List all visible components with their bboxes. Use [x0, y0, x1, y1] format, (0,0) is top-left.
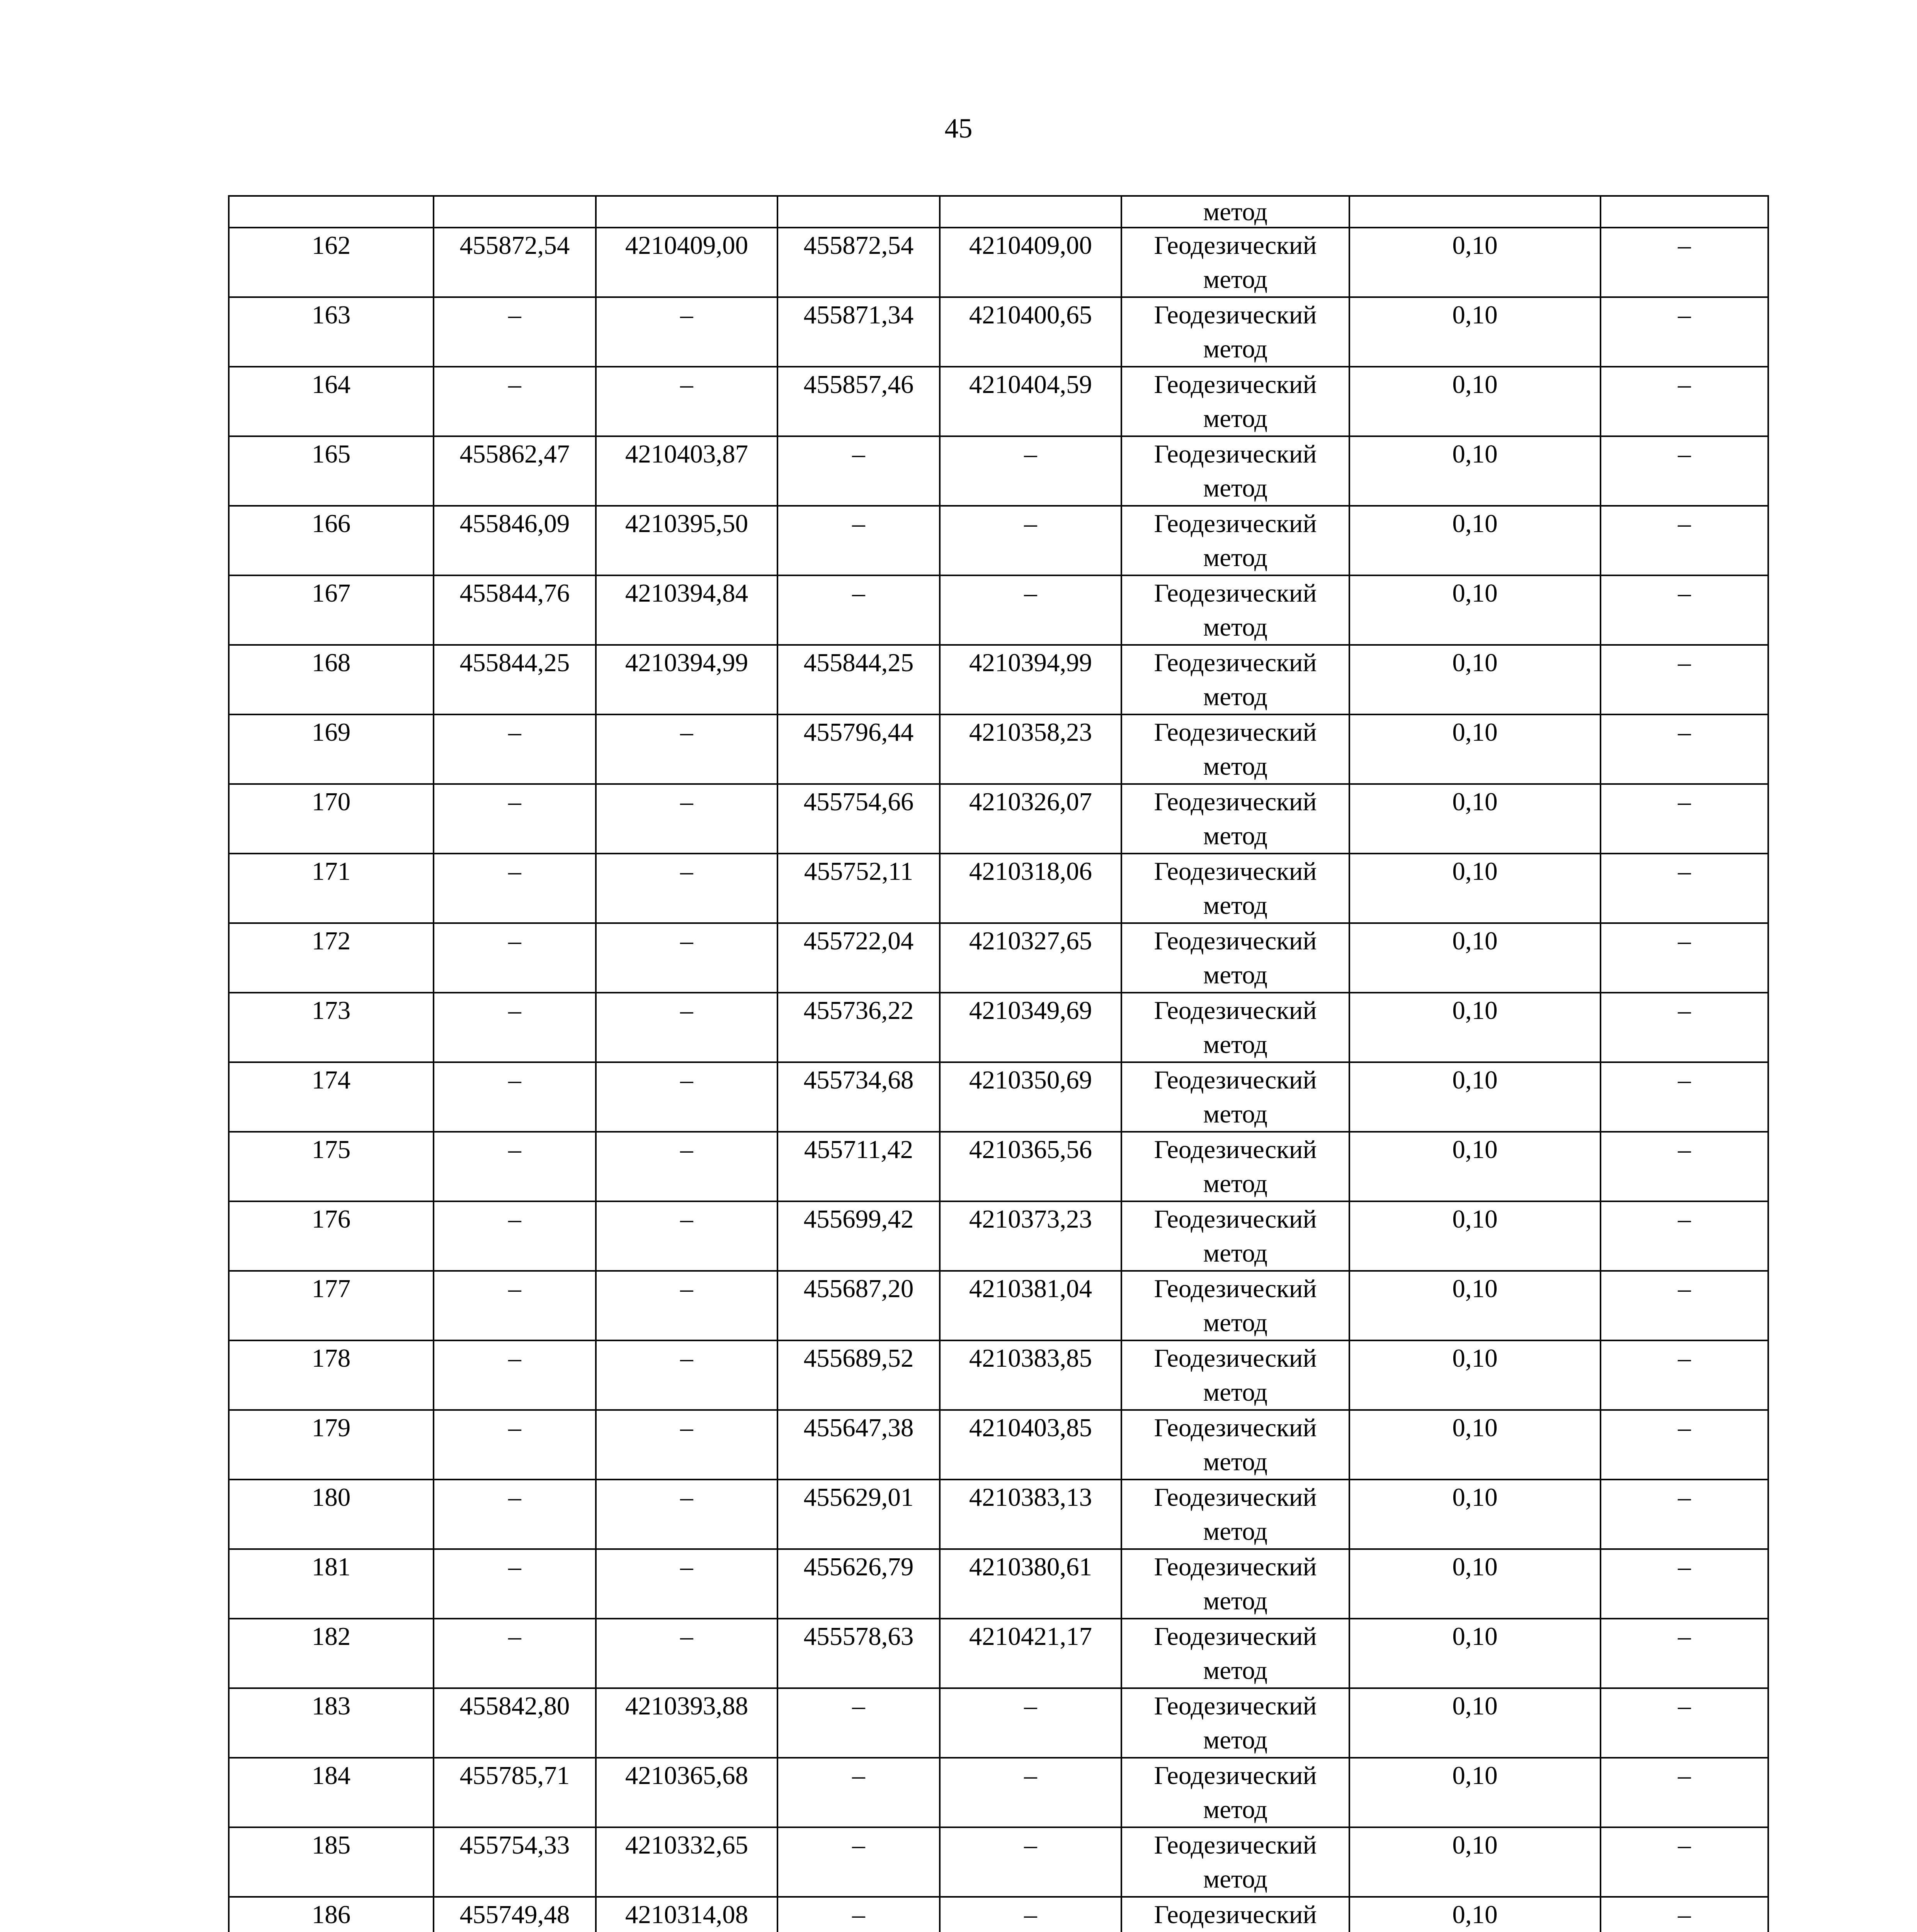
point-number: 171	[229, 854, 434, 923]
point-number: 180	[229, 1480, 434, 1549]
method-cell	[1121, 1480, 1349, 1549]
accuracy-value: 0,10	[1349, 1062, 1601, 1132]
method-label-cont: метод	[1203, 1795, 1268, 1824]
coord-y-existing: 4210394,84	[596, 575, 777, 645]
coord-x-refined: –	[777, 1758, 940, 1827]
table-row	[229, 196, 1768, 228]
method-label: Геодезический	[1154, 509, 1317, 538]
note-value: –	[1601, 1549, 1768, 1619]
coord-y-refined: 4210327,65	[940, 923, 1121, 993]
coord-x-existing: –	[434, 1410, 596, 1480]
table-row	[229, 575, 1768, 645]
method-label-cont: метод	[1203, 474, 1268, 502]
method-label-cont: метод	[1203, 1030, 1268, 1059]
method-label: Геодезический	[1154, 1622, 1317, 1651]
coord-y-existing: 4210314,08	[596, 1897, 777, 1932]
table-row	[229, 784, 1768, 854]
coord-x-existing: –	[434, 367, 596, 436]
coord-x-existing: 455872,54	[434, 228, 596, 297]
note-value: –	[1601, 367, 1768, 436]
coord-y-existing: –	[596, 854, 777, 923]
table-row	[229, 854, 1768, 923]
coord-x-refined: 455752,11	[777, 854, 940, 923]
table-row	[229, 1688, 1768, 1758]
coord-x-refined: 455711,42	[777, 1132, 940, 1201]
coord-y-existing: –	[596, 297, 777, 367]
method-label-cont: метод	[1203, 1169, 1268, 1198]
method-cell	[1121, 1827, 1349, 1897]
method-cell	[1121, 1758, 1349, 1827]
method-cell	[1121, 1688, 1349, 1758]
point-number: 167	[229, 575, 434, 645]
method-label: Геодезический	[1154, 1135, 1317, 1164]
coord-x-existing: –	[434, 993, 596, 1062]
method-label-cont: метод	[1203, 404, 1268, 433]
coord-y-refined: 4210394,99	[940, 645, 1121, 714]
coord-x-existing: –	[434, 784, 596, 854]
accuracy-value: 0,10	[1349, 1480, 1601, 1549]
coord-y-refined: –	[940, 506, 1121, 575]
coordinates-table	[228, 195, 1769, 1932]
note-value: –	[1601, 1480, 1768, 1549]
method-label: Геодезический	[1154, 440, 1317, 468]
note-value: –	[1601, 436, 1768, 506]
table-row	[229, 1480, 1768, 1549]
method-cell	[1121, 436, 1349, 506]
coord-x-refined: 455844,25	[777, 645, 940, 714]
table-row	[229, 1410, 1768, 1480]
coord-y-existing: –	[596, 367, 777, 436]
accuracy-value: 0,10	[1349, 1410, 1601, 1480]
point-number: 163	[229, 297, 434, 367]
method-label-cont: метод	[1203, 335, 1268, 363]
coord-y-existing: –	[596, 1410, 777, 1480]
method-label-cont: метод	[1203, 1726, 1268, 1754]
method-label: Геодезический	[1154, 1831, 1317, 1859]
table-row	[229, 1549, 1768, 1619]
coord-x-existing: –	[434, 1132, 596, 1201]
method-cell	[1121, 1897, 1349, 1932]
coord-y-existing: –	[596, 1201, 777, 1271]
method-label-cont: метод	[1203, 1239, 1268, 1267]
point-number: 164	[229, 367, 434, 436]
note-value: –	[1601, 854, 1768, 923]
coord-x-refined: 455699,42	[777, 1201, 940, 1271]
method-label: Геодезический	[1154, 301, 1317, 329]
accuracy-value: 0,10	[1349, 854, 1601, 923]
method-cell	[1121, 1271, 1349, 1340]
table-row	[229, 228, 1768, 297]
method-label: Геодезический	[1154, 1761, 1317, 1790]
note-value: –	[1601, 228, 1768, 297]
method-label: Геодезический	[1154, 579, 1317, 607]
method-label-cont: метод	[1203, 961, 1268, 989]
coord-y-refined: 4210365,56	[940, 1132, 1121, 1201]
accuracy-value: 0,10	[1349, 993, 1601, 1062]
method-cell	[1121, 993, 1349, 1062]
table-row	[229, 1619, 1768, 1688]
method-cell	[1121, 506, 1349, 575]
method-cell	[1121, 784, 1349, 854]
coord-y-existing: 4210409,00	[596, 228, 777, 297]
accuracy-value: 0,10	[1349, 1549, 1601, 1619]
table-row	[229, 1897, 1768, 1932]
coord-y-existing: 4210403,87	[596, 436, 777, 506]
method-label-cont: метод	[1203, 1308, 1268, 1337]
point-number: 183	[229, 1688, 434, 1758]
coord-x-refined: –	[777, 1827, 940, 1897]
table-row	[229, 993, 1768, 1062]
method-label-cont: метод	[1203, 891, 1268, 920]
coord-x-refined: –	[777, 506, 940, 575]
accuracy-value: 0,10	[1349, 1201, 1601, 1271]
note-value: –	[1601, 1688, 1768, 1758]
method-cell	[1121, 367, 1349, 436]
point-number: 168	[229, 645, 434, 714]
coord-x-existing: –	[434, 1271, 596, 1340]
coord-x-refined: 455857,46	[777, 367, 940, 436]
note-value: –	[1601, 1619, 1768, 1688]
method-label-cont: метод	[1203, 1587, 1268, 1615]
point-number: 175	[229, 1132, 434, 1201]
coord-y-existing: –	[596, 923, 777, 993]
coord-x-existing: –	[434, 923, 596, 993]
coord-y-refined: 4210409,00	[940, 228, 1121, 297]
note-value: –	[1601, 784, 1768, 854]
coord-x-refined: 455578,63	[777, 1619, 940, 1688]
point-number: 184	[229, 1758, 434, 1827]
method-label: Геодезический	[1154, 996, 1317, 1025]
coord-y-existing: 4210365,68	[596, 1758, 777, 1827]
coord-y-refined: 4210318,06	[940, 854, 1121, 923]
method-cell	[1121, 1410, 1349, 1480]
point-number: 169	[229, 714, 434, 784]
point-number: 174	[229, 1062, 434, 1132]
coord-y-refined: –	[940, 1758, 1121, 1827]
coord-y-refined: –	[940, 575, 1121, 645]
method-label-cont: метод	[1203, 1100, 1268, 1128]
point-number: 178	[229, 1340, 434, 1410]
method-cell	[1121, 854, 1349, 923]
note-value: –	[1601, 1758, 1768, 1827]
accuracy-value: 0,10	[1349, 1271, 1601, 1340]
coord-y-refined: 4210326,07	[940, 784, 1121, 854]
accuracy-value: 0,10	[1349, 436, 1601, 506]
point-number: 165	[229, 436, 434, 506]
coord-y-refined: 4210349,69	[940, 993, 1121, 1062]
method-label-cont: метод	[1203, 1865, 1268, 1893]
method-cell	[1121, 228, 1349, 297]
coord-y-refined: 4210383,85	[940, 1340, 1121, 1410]
coord-x-existing: 455862,47	[434, 436, 596, 506]
method-label: Геодезический	[1154, 1483, 1317, 1512]
method-cell	[1121, 1340, 1349, 1410]
note-value: –	[1601, 923, 1768, 993]
method-label-cont: метод	[1203, 752, 1268, 781]
method-cell	[1121, 645, 1349, 714]
table-row	[229, 506, 1768, 575]
note-value: –	[1601, 1271, 1768, 1340]
note-value: –	[1601, 297, 1768, 367]
coord-x-existing: –	[434, 854, 596, 923]
coord-y-refined: 4210400,65	[940, 297, 1121, 367]
table-row	[229, 923, 1768, 993]
point-number: 166	[229, 506, 434, 575]
coord-x-existing: 455842,80	[434, 1688, 596, 1758]
method-cell	[1121, 1132, 1349, 1201]
coord-x-refined: 455629,01	[777, 1480, 940, 1549]
coord-x-refined: –	[777, 1897, 940, 1932]
coord-y-existing: –	[596, 1480, 777, 1549]
coord-x-existing: 455844,76	[434, 575, 596, 645]
accuracy-value: 0,10	[1349, 1758, 1601, 1827]
accuracy-value: 0,10	[1349, 1897, 1601, 1932]
point-number: 172	[229, 923, 434, 993]
method-label: Геодезический	[1154, 1066, 1317, 1094]
accuracy-value: 0,10	[1349, 1827, 1601, 1897]
method-cell	[1121, 923, 1349, 993]
note-value: –	[1601, 714, 1768, 784]
point-number: 170	[229, 784, 434, 854]
method-label-cont: метод	[1203, 613, 1268, 641]
coord-x-refined: 455687,20	[777, 1271, 940, 1340]
method-label: Геодезический	[1154, 1553, 1317, 1581]
note-value: –	[1601, 1410, 1768, 1480]
method-label: Геодезический	[1154, 787, 1317, 816]
coord-y-refined: 4210421,17	[940, 1619, 1121, 1688]
coord-y-refined: 4210350,69	[940, 1062, 1121, 1132]
coord-y-refined: 4210381,04	[940, 1271, 1121, 1340]
accuracy-value: 0,10	[1349, 297, 1601, 367]
coord-y-refined: –	[940, 436, 1121, 506]
coord-x-refined: 455689,52	[777, 1340, 940, 1410]
accuracy-value: 0,10	[1349, 1340, 1601, 1410]
coord-y-refined: 4210403,85	[940, 1410, 1121, 1480]
accuracy-value: 0,10	[1349, 506, 1601, 575]
note-value: –	[1601, 993, 1768, 1062]
coord-y-existing: –	[596, 1619, 777, 1688]
method-label: Геодезический	[1154, 718, 1317, 747]
coord-y-refined: 4210383,13	[940, 1480, 1121, 1549]
point-number: 181	[229, 1549, 434, 1619]
table-row	[229, 367, 1768, 436]
table-row	[229, 1827, 1768, 1897]
coord-y-refined: –	[940, 1688, 1121, 1758]
coord-y-existing: 4210395,50	[596, 506, 777, 575]
table-row	[229, 1062, 1768, 1132]
note-value: –	[1601, 506, 1768, 575]
method-label: Геодезический	[1154, 1413, 1317, 1442]
accuracy-value: 0,10	[1349, 367, 1601, 436]
coord-x-refined: –	[777, 575, 940, 645]
coord-x-refined: 455647,38	[777, 1410, 940, 1480]
note-value: –	[1601, 1827, 1768, 1897]
coord-y-refined: 4210380,61	[940, 1549, 1121, 1619]
coord-y-refined: 4210358,23	[940, 714, 1121, 784]
point-number: 186	[229, 1897, 434, 1932]
note-value: –	[1601, 1062, 1768, 1132]
method-cell	[1121, 1062, 1349, 1132]
accuracy-value: 0,10	[1349, 645, 1601, 714]
method-label: Геодезический	[1154, 1692, 1317, 1720]
note-value: –	[1601, 1340, 1768, 1410]
method-label: Геодезический	[1154, 1344, 1317, 1372]
coord-x-existing: 455844,25	[434, 645, 596, 714]
method-label-cont: метод	[1203, 1656, 1268, 1685]
coord-x-refined: 455871,34	[777, 297, 940, 367]
table-row	[229, 297, 1768, 367]
coord-x-existing: –	[434, 1549, 596, 1619]
method-label-cont: метод	[1203, 1378, 1268, 1406]
method-label-cont: метод	[1203, 821, 1268, 850]
point-number: 179	[229, 1410, 434, 1480]
note-value: –	[1601, 1897, 1768, 1932]
table-row	[229, 1201, 1768, 1271]
note-value: –	[1601, 1201, 1768, 1271]
coord-x-refined: 455736,22	[777, 993, 940, 1062]
coord-x-existing: –	[434, 1619, 596, 1688]
coord-y-existing: –	[596, 714, 777, 784]
method-label-cont: метод	[1203, 1447, 1268, 1476]
point-number: 176	[229, 1201, 434, 1271]
accuracy-value: 0,10	[1349, 228, 1601, 297]
method-cell	[1121, 714, 1349, 784]
coord-x-existing: –	[434, 1480, 596, 1549]
coord-y-existing: –	[596, 1549, 777, 1619]
accuracy-value: 0,10	[1349, 1619, 1601, 1688]
method-label: Геодезический	[1154, 648, 1317, 677]
coord-x-existing: –	[434, 1062, 596, 1132]
table-row	[229, 436, 1768, 506]
method-cell: метод	[1121, 196, 1349, 228]
coord-y-refined: –	[940, 1827, 1121, 1897]
coord-y-existing: –	[596, 784, 777, 854]
coord-x-existing: 455785,71	[434, 1758, 596, 1827]
coord-y-existing: –	[596, 1132, 777, 1201]
point-number: 173	[229, 993, 434, 1062]
method-label: Геодезический	[1154, 857, 1317, 886]
point-number: 185	[229, 1827, 434, 1897]
point-number: 182	[229, 1619, 434, 1688]
coord-x-refined: 455734,68	[777, 1062, 940, 1132]
coord-y-existing: –	[596, 993, 777, 1062]
coord-x-existing: 455846,09	[434, 506, 596, 575]
method-label-cont: метод	[1203, 265, 1268, 294]
coord-x-refined: 455722,04	[777, 923, 940, 993]
method-label: Геодезический	[1154, 927, 1317, 955]
table-row	[229, 1271, 1768, 1340]
coord-y-refined: –	[940, 1897, 1121, 1932]
coord-y-existing: –	[596, 1271, 777, 1340]
method-label: Геодезический	[1154, 1900, 1317, 1929]
method-cell	[1121, 1619, 1349, 1688]
coord-x-refined: 455872,54	[777, 228, 940, 297]
coord-x-existing: 455749,48	[434, 1897, 596, 1932]
coord-y-existing: 4210393,88	[596, 1688, 777, 1758]
accuracy-value: 0,10	[1349, 1688, 1601, 1758]
table-row	[229, 645, 1768, 714]
coord-x-existing: –	[434, 297, 596, 367]
table-row	[229, 1132, 1768, 1201]
method-cell	[1121, 297, 1349, 367]
method-label: Геодезический	[1154, 1274, 1317, 1303]
table-row	[229, 1340, 1768, 1410]
page-number: 45	[944, 113, 973, 144]
method-cell	[1121, 1201, 1349, 1271]
note-value: –	[1601, 645, 1768, 714]
method-cell	[1121, 575, 1349, 645]
method-label-cont: метод	[1203, 543, 1268, 572]
coord-y-existing: –	[596, 1340, 777, 1410]
method-label: Геодезический	[1154, 231, 1317, 260]
point-number: 177	[229, 1271, 434, 1340]
method-label: Геодезический	[1154, 1205, 1317, 1233]
table-row	[229, 714, 1768, 784]
note-value: –	[1601, 575, 1768, 645]
coord-x-refined: –	[777, 1688, 940, 1758]
method-label: Геодезический	[1154, 370, 1317, 399]
coord-y-refined: 4210373,23	[940, 1201, 1121, 1271]
accuracy-value: 0,10	[1349, 714, 1601, 784]
coord-x-refined: 455796,44	[777, 714, 940, 784]
method-label-cont: метод	[1203, 682, 1268, 711]
coord-x-existing: –	[434, 714, 596, 784]
coord-x-existing: 455754,33	[434, 1827, 596, 1897]
note-value: –	[1601, 1132, 1768, 1201]
method-cell	[1121, 1549, 1349, 1619]
coord-x-refined: 455626,79	[777, 1549, 940, 1619]
coord-x-existing: –	[434, 1201, 596, 1271]
coord-x-existing: –	[434, 1340, 596, 1410]
accuracy-value: 0,10	[1349, 1132, 1601, 1201]
method-label-cont: метод	[1203, 1517, 1268, 1546]
coord-y-existing: 4210332,65	[596, 1827, 777, 1897]
accuracy-value: 0,10	[1349, 923, 1601, 993]
point-number: 162	[229, 228, 434, 297]
coord-x-refined: 455754,66	[777, 784, 940, 854]
accuracy-value: 0,10	[1349, 784, 1601, 854]
coord-y-existing: 4210394,99	[596, 645, 777, 714]
coord-y-existing: –	[596, 1062, 777, 1132]
coord-y-refined: 4210404,59	[940, 367, 1121, 436]
table-row	[229, 1758, 1768, 1827]
coord-x-refined: –	[777, 436, 940, 506]
accuracy-value: 0,10	[1349, 575, 1601, 645]
